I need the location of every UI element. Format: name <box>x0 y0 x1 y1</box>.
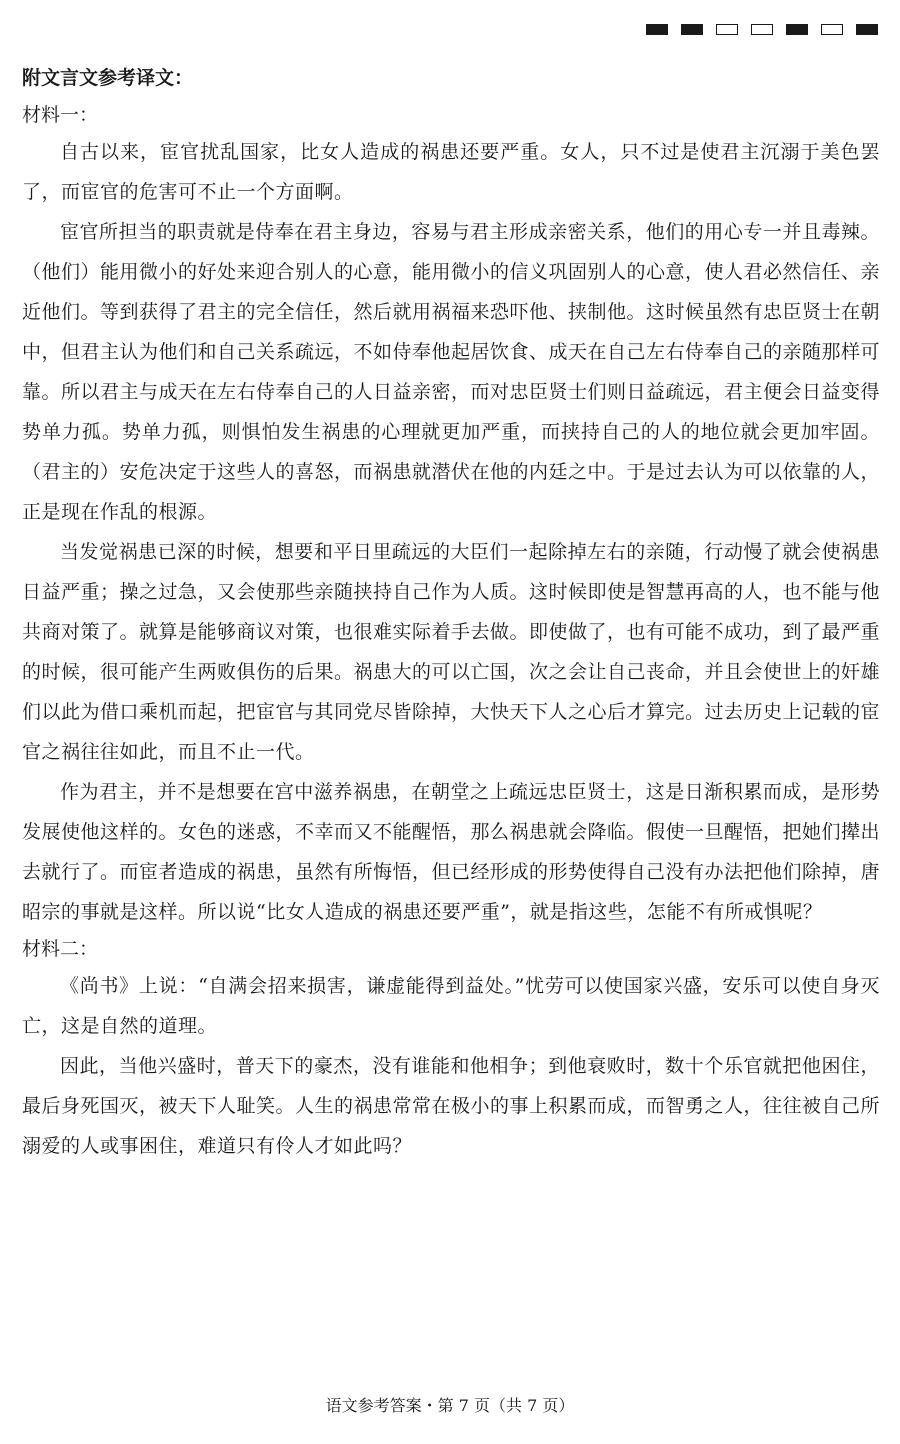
page-marker-row <box>646 24 878 35</box>
marker-block <box>681 24 703 35</box>
section-label-material-1: 材料一： <box>22 104 99 126</box>
marker-block <box>646 24 668 35</box>
marker-block <box>821 24 843 35</box>
paragraph: 自古以来，宦官扰乱国家，比女人造成的祸患还要严重。女人，只不过是使君主沉溺于美色罢了，而宦官的危害可不止一个方面啊。 <box>22 141 880 203</box>
paragraph: 《尚书》上说：“自满会招来损害，谦虚能得到益处。”忧劳可以使国家兴盛，安乐可以使自身灭亡，这是自然的道理。 <box>22 975 880 1037</box>
paragraph: 因此，当他兴盛时，普天下的豪杰，没有谁能和他相争；到他衰败时，数十个乐官就把他困住，最后身死国灭，被天下人耻笑。人生的祸患常常在极小的事上积累而成，而智勇之人，往往被自己所溺爱的人或事困住，难道只有伶人才如此吗？ <box>22 1055 881 1157</box>
document-body <box>22 58 880 1166</box>
section-label-material-2: 材料二： <box>22 938 99 960</box>
paragraph: 当发觉祸患已深的时候，想要和平日里疏远的大臣们一起除掉左右的亲随，行动慢了就会使祸患日益严重；操之过急，又会使那些亲随挟持自己作为人质。这时候即使是智慧再高的人，也不能与他共商对策了。就算是能够商议对策，也很难实际着手去做。即使做了，也有可能不成功，到了最严重的时候，很可能产生两败俱伤的后果。祸患大的可以亡国，次之会让自己丧命，并且会使世上的奸雄们以此为借口乘机而起，把宦官与其同党尽皆除掉，大快天下人之心后才算完。过去历史上记载的宦官之祸往往如此，而且不止一代。 <box>22 541 881 763</box>
page-footer: 语文参考答案・第 7 页（共 7 页） <box>325 1396 575 1415</box>
paragraph: 作为君主，并不是想要在宫中滋养祸患，在朝堂之上疏远忠臣贤士，这是日渐积累而成，是形势发展使他这样的。女色的迷惑，不幸而又不能醒悟，那么祸患就会降临。假使一旦醒悟，把她们撵出去就行了。而宦者造成的祸患，虽然有所悔悟，但已经形成的形势使得自己没有办法把他们除掉，唐昭宗的事就是这样。所以说“比女人造成的祸患还要严重”，就是指这些，怎能不有所戒惧呢？ <box>22 781 881 923</box>
paragraph: 宦官所担当的职责就是侍奉在君主身边，容易与君主形成亲密关系，他们的用心专一并且毒辣。（他们）能用微小的好处来迎合别人的心意，能用微小的信义巩固别人的心意，使人君必然信任、亲近他们。等到获得了君主的完全信任，然后就用祸福来恐吓他、挟制他。这时候虽然有忠臣贤士在朝中，但君主认为他们和自己关系疏远，不如侍奉他起居饮食、成天在自己左右侍奉自己的亲随那样可靠。所以君主与成天在左右侍奉自己的人日益亲密，而对忠臣贤士们则日益疏远，君主便会日益变得势单力孤。势单力孤，则惧怕发生祸患的心理就更加严重，而挟持自己的人的地位就会更加牢固。（君主的）安危决定于这些人的喜怒，而祸患就潜伏在他的内廷之中。于是过去认为可以依靠的人，正是现在作乱的根源。 <box>22 221 881 523</box>
marker-block <box>856 24 878 35</box>
marker-block <box>786 24 808 35</box>
marker-block <box>716 24 738 35</box>
marker-block <box>751 24 773 35</box>
page-title: 附文言文参考译文： <box>22 67 194 89</box>
